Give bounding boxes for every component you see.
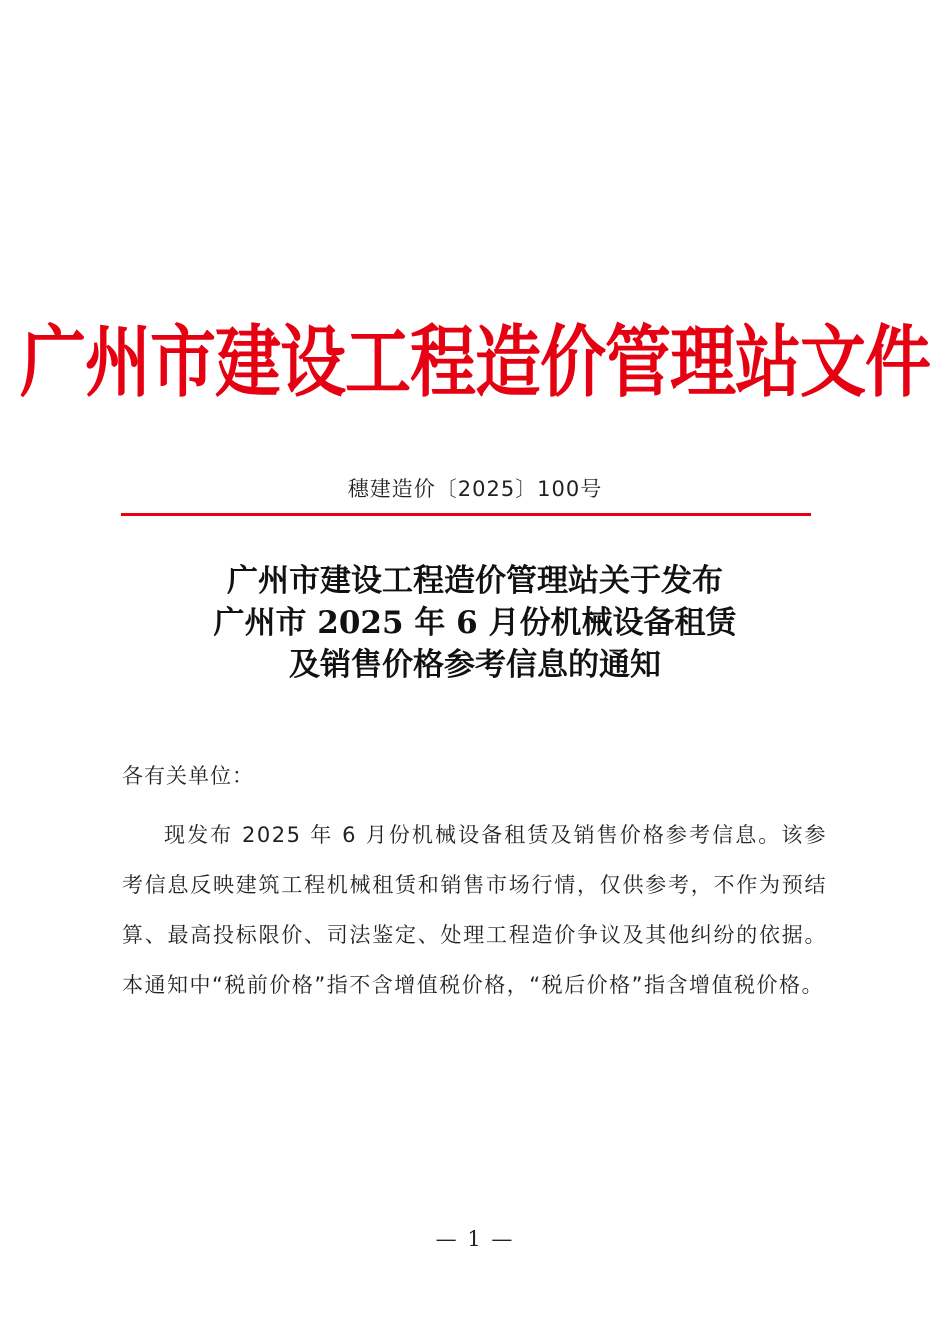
body-paragraph: 现发布 2025 年 6 月份机械设备租赁及销售价格参考信息。该参考信息反映建筑工程机械租赁和销售市场行情，仅供参考，不作为预结算、最高投标限价、司法鉴定、处理工程造价争议及其他纠纷的依据。本通知中“税前价格”指不含增值税价格，“税后价格”指含增值税价格。 bbox=[122, 823, 827, 997]
notice-title bbox=[0, 560, 950, 686]
salutation: 各有关单位： bbox=[122, 764, 254, 788]
page-number: — 1 — bbox=[435, 1227, 515, 1251]
red-divider-line bbox=[121, 513, 811, 516]
title-line-3: 及销售价格参考信息的通知 bbox=[289, 647, 661, 683]
title-line-2: 广州市 2025 年 6 月份机械设备租赁 bbox=[213, 605, 737, 641]
document-number: 穗建造价〔2025〕100号 bbox=[347, 477, 603, 501]
document-masthead: 广州市建设工程造价管理站文件 bbox=[20, 316, 930, 408]
title-line-1: 广州市建设工程造价管理站关于发布 bbox=[227, 563, 723, 599]
